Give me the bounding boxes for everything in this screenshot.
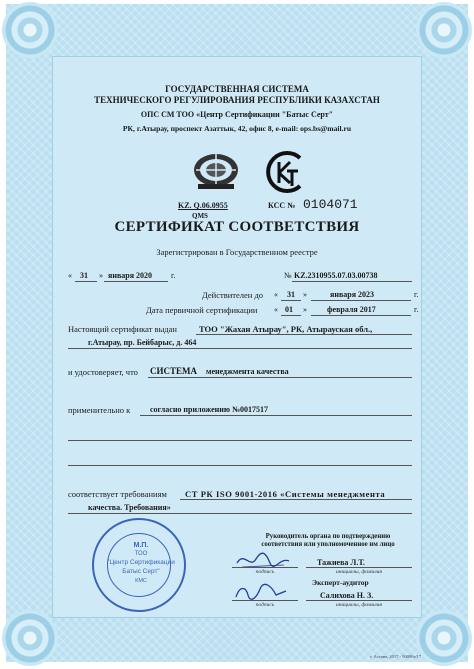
reg-day-line: [75, 281, 97, 282]
reg-month-year: января 2020: [108, 271, 153, 280]
first-day-line: [281, 315, 301, 316]
applied-line: [140, 415, 412, 416]
expert-name-line: [306, 600, 412, 601]
head-sign-line: [232, 567, 298, 568]
emblem-icon: [190, 146, 242, 192]
reg-number: KZ.2310955.07.03.00738: [294, 271, 378, 280]
valid-month-line: [311, 300, 411, 301]
header-line-1: ГОСУДАРСТВЕННАЯ СИСТЕМА: [165, 84, 309, 94]
expert-name-caption: инициалы, фамилия: [336, 602, 382, 608]
stamp-mp: М.П.: [133, 542, 149, 549]
stamp-line-2: Батыс Серт": [122, 568, 160, 575]
kst-mark-icon: [262, 150, 308, 194]
corner-rosette-icon: [2, 610, 58, 666]
first-month-line: [311, 315, 411, 316]
blank-line-2: [68, 465, 412, 466]
kss-number: 0104071: [303, 197, 358, 212]
complies-label: соответствует требованиям: [68, 489, 167, 499]
expert-sign-line: [232, 600, 298, 601]
applied-value: согласно приложению №0017517: [150, 405, 268, 414]
complies-value-2: качества. Требования»: [88, 503, 171, 512]
kz-suffix: QMS: [192, 212, 208, 220]
corner-rosette-icon: [2, 2, 58, 58]
registered-text: Зарегистрирован в Государственном реестре: [156, 247, 318, 257]
valid-month-year: января 2023: [330, 290, 375, 299]
header-address: РК, г.Атырау, проспект Азаттык, 42, офис 8, e-mail: ops.bs@mail.ru: [122, 124, 352, 133]
issued-to-value-1: ТОО "Жахан Атырау", РК, Атырауская обл.,: [199, 324, 373, 334]
confirms-value: менеджмента качества: [206, 367, 289, 376]
first-day: 01: [285, 305, 293, 314]
reg-day: 31: [80, 271, 88, 280]
first-open-quote: «: [274, 305, 278, 314]
reg-number-line: [292, 281, 412, 282]
confirms-label: и удостоверяет, что: [68, 367, 138, 377]
head-sign-caption: подпись: [255, 569, 275, 575]
issued-to-value-2: г.Атырау, пр. Бейбарыс, д. 464: [88, 338, 197, 347]
head-title-1: Руководитель органа по подтверждению: [265, 533, 391, 540]
first-year-suffix: г.: [414, 305, 419, 314]
first-close-quote: »: [303, 305, 307, 314]
first-cert-label: Дата первичной сертификации: [146, 305, 258, 315]
stamp-icon: [92, 518, 186, 612]
first-month-year: февраля 2017: [327, 305, 376, 314]
issued-to-label: Настоящий сертификат выдан: [68, 324, 177, 334]
applied-label: применительно к: [68, 405, 131, 415]
stamp-line-3: КМС: [135, 578, 147, 584]
corner-rosette-icon: [416, 610, 472, 666]
confirms-bold: СИСТЕМА: [150, 366, 197, 376]
reg-number-prefix: №: [284, 271, 292, 280]
stamp-line-1: "Центр Сертификации: [107, 559, 175, 566]
head-name-caption: инициалы, фамилия: [336, 569, 382, 575]
reg-year-suffix: г.: [171, 271, 176, 280]
reg-close-quote: »: [99, 271, 103, 280]
complies-value-1: СТ РК ISO 9001-2016 «Системы менеджмента: [185, 489, 386, 499]
head-title-2: соответствия или уполномоченное им лицо: [261, 541, 395, 548]
corner-rosette-icon: [416, 2, 472, 58]
complies-line-2: [68, 513, 412, 514]
valid-day-line: [281, 300, 301, 301]
issued-line-2: [68, 348, 412, 349]
kz-number: KZ. Q.06.0955: [178, 201, 228, 210]
valid-year-suffix: г.: [414, 290, 419, 299]
valid-until-label: Действителен до: [202, 290, 264, 300]
reg-month-line: [104, 281, 168, 282]
valid-open-quote: «: [274, 290, 278, 299]
blank-line-1: [68, 440, 412, 441]
expert-name: Салихова Н. З.: [320, 591, 374, 600]
confirms-line: [148, 377, 412, 378]
header-org: ОПС СМ ТОО «Центр Сертификации "Батыс Серт": [140, 110, 334, 119]
expert-sign-caption: подпись: [255, 602, 275, 608]
issued-line-1: [196, 334, 412, 335]
head-name-line: [306, 567, 412, 568]
valid-day: 31: [287, 290, 295, 299]
kss-label: КСС №: [268, 201, 296, 210]
footer-note: г. Астана, 2017 - 50000т/17: [370, 654, 422, 659]
valid-close-quote: »: [303, 290, 307, 299]
expert-title: Эксперт-аудитор: [312, 578, 369, 587]
head-name: Тажиева Л.Т.: [317, 558, 365, 567]
reg-open-quote: «: [68, 271, 72, 280]
stamp-too: ТОО: [134, 551, 148, 557]
complies-line-1: [180, 499, 412, 500]
header-line-2: ТЕХНИЧЕСКОГО РЕГУЛИРОВАНИЯ РЕСПУБЛИКИ КАЗАХСТАН: [94, 95, 380, 105]
certificate-title: СЕРТИФИКАТ СООТВЕТСТВИЯ: [114, 219, 360, 235]
